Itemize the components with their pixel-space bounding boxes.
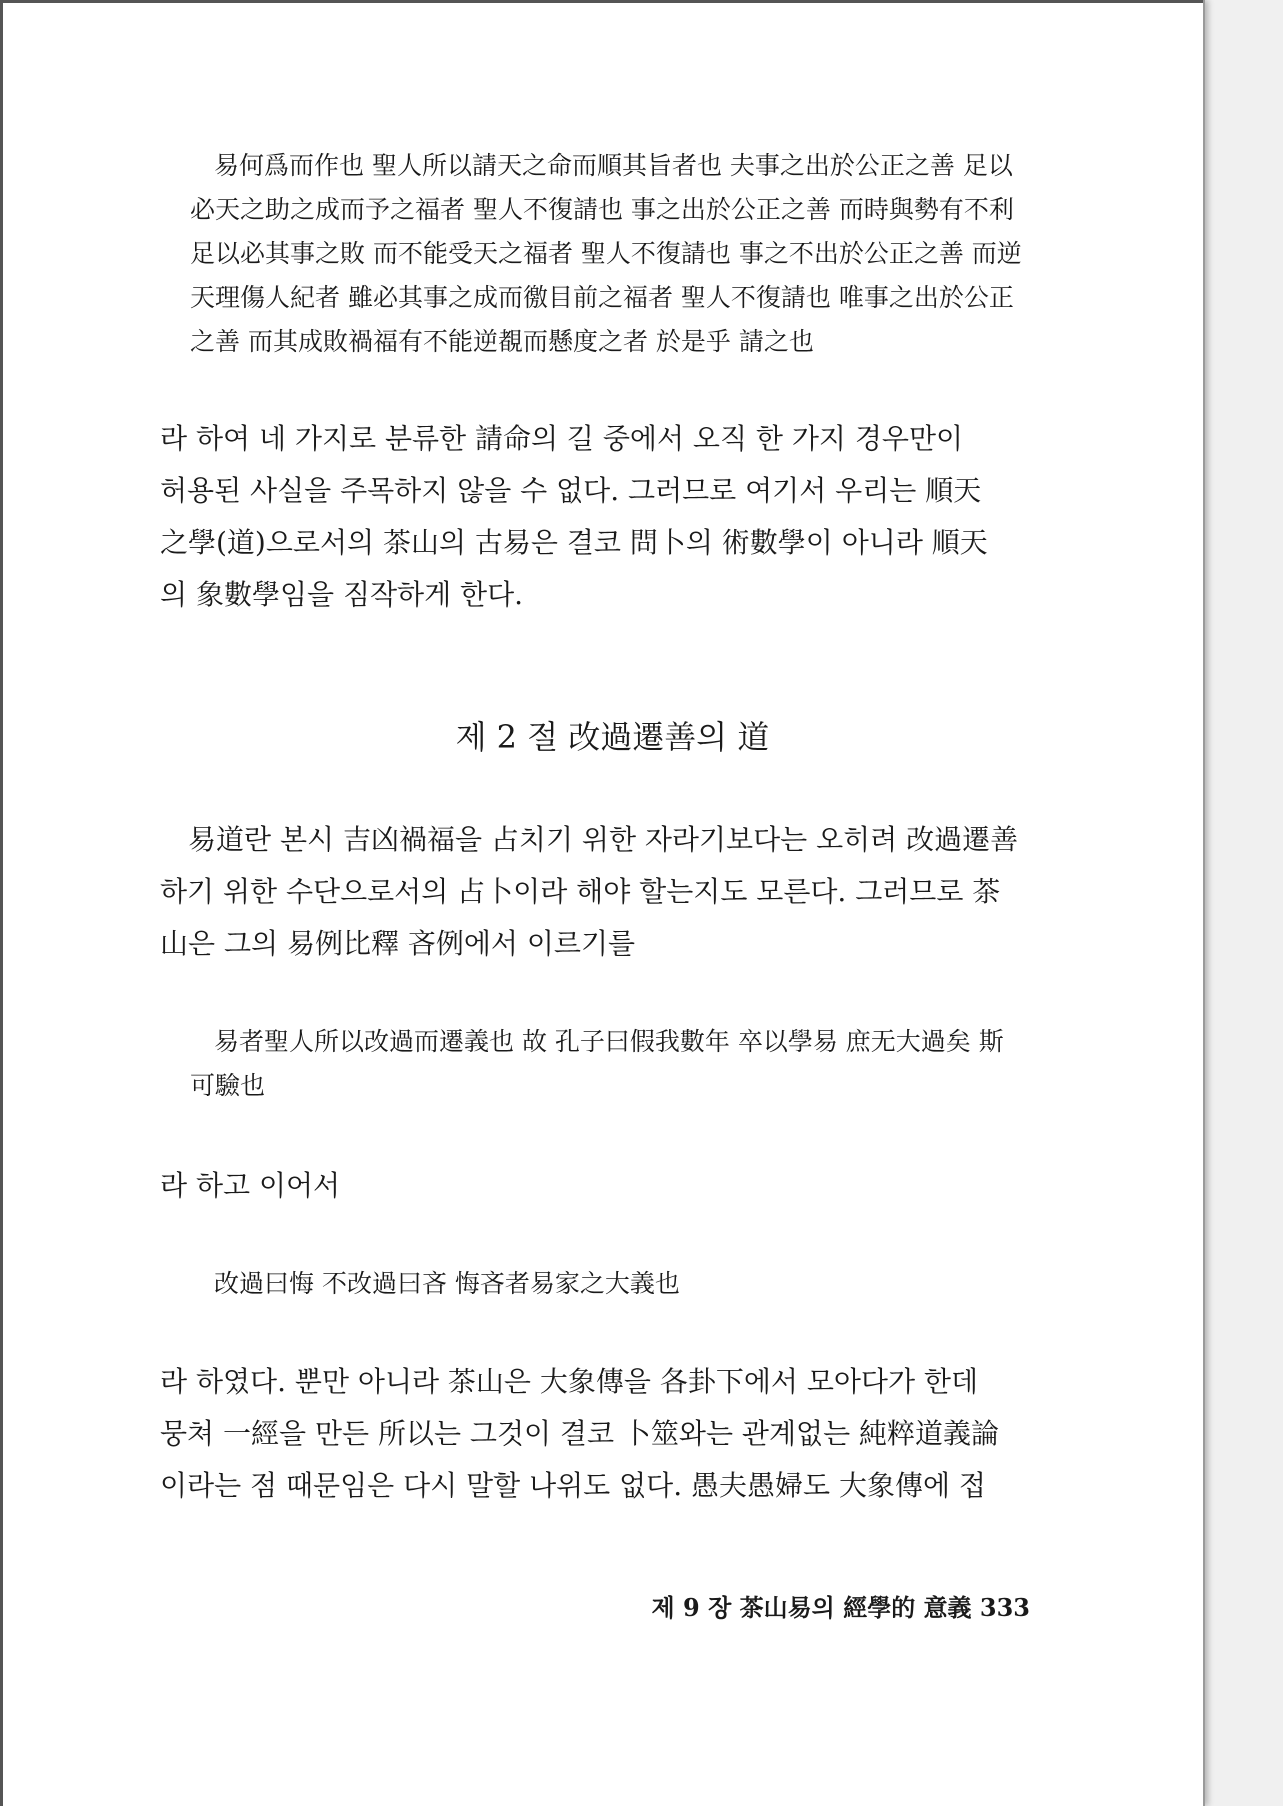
quote-line: 天理傷人紀者 雖必其事之成而徼目前之福者 聖人不復請也 唯事之出於公正 <box>190 283 1014 312</box>
quote-line: 足以必其事之敗 而不能受天之福者 聖人不復請也 事之不出於公正之善 而逆 <box>190 239 1022 268</box>
page-left-border <box>0 0 3 1806</box>
page-footer: 제 9 장 茶山易의 經學的 意義 333 <box>651 1593 1030 1622</box>
paragraph-line: 허용된 사실을 주목하지 않을 수 없다. 그러므로 여기서 우리는 順天 <box>160 474 982 507</box>
paragraph-line: 之學(道)으로서의 茶山의 古易은 결코 問卜의 術數學이 아니라 順天 <box>160 526 988 559</box>
paragraph-line: 라 하여 네 가지로 분류한 請命의 길 중에서 오직 한 가지 경우만이 <box>160 422 964 455</box>
quote-line: 易何爲而作也 聖人所以請天之命而順其旨者也 夫事之出於公正之善 足以 <box>214 151 1013 180</box>
quote-line: 改過曰悔 不改過曰吝 悔吝者易家之大義也 <box>214 1269 680 1298</box>
paragraph-line: 易道란 본시 吉凶禍福을 占치기 위한 자라기보다는 오히려 改過遷善 <box>188 823 1019 856</box>
paragraph-3 <box>160 1160 1065 1212</box>
quote-line: 之善 而其成敗禍福有不能逆覩而懸度之者 於是乎 請之也 <box>190 327 814 356</box>
section-heading: 제 2 절 改過遷善의 道 <box>455 718 770 756</box>
paragraph-1 <box>160 413 1065 621</box>
page-top-border <box>0 0 1203 3</box>
quote-block-2 <box>190 1020 1075 1108</box>
paragraph-line: 山은 그의 易例比釋 吝例에서 이르기를 <box>160 927 636 960</box>
paragraph-line: 라 하였다. 뿐만 아니라 茶山은 大象傳을 各卦下에서 모아다가 한데 <box>160 1365 979 1398</box>
quote-line: 必天之助之成而予之福者 聖人不復請也 事之出於公正之善 而時與勢有不利 <box>190 195 1014 224</box>
quote-block-1 <box>190 144 1075 364</box>
quote-line: 可驗也 <box>190 1071 266 1100</box>
paragraph-line: 라 하고 이어서 <box>160 1169 341 1202</box>
quote-line: 易者聖人所以改過而遷義也 故 孔子曰假我數年 卒以學易 庶无大過矣 斯 <box>214 1027 1004 1056</box>
paragraph-line: 뭉쳐 一經을 만든 所以는 그것이 결코 卜筮와는 관계없는 純粹道義論 <box>160 1417 1000 1450</box>
paragraph-2 <box>160 814 1065 970</box>
quote-block-3 <box>190 1262 1075 1306</box>
paragraph-4 <box>160 1356 1065 1512</box>
paragraph-line: 의 象數學임을 짐작하게 한다. <box>160 578 524 611</box>
paragraph-line: 하기 위한 수단으로서의 占卜이라 해야 할는지도 모른다. 그러므로 茶 <box>160 875 1001 908</box>
paragraph-line: 이라는 점 때문임은 다시 말할 나위도 없다. 愚夫愚婦도 大象傳에 접 <box>160 1469 986 1502</box>
